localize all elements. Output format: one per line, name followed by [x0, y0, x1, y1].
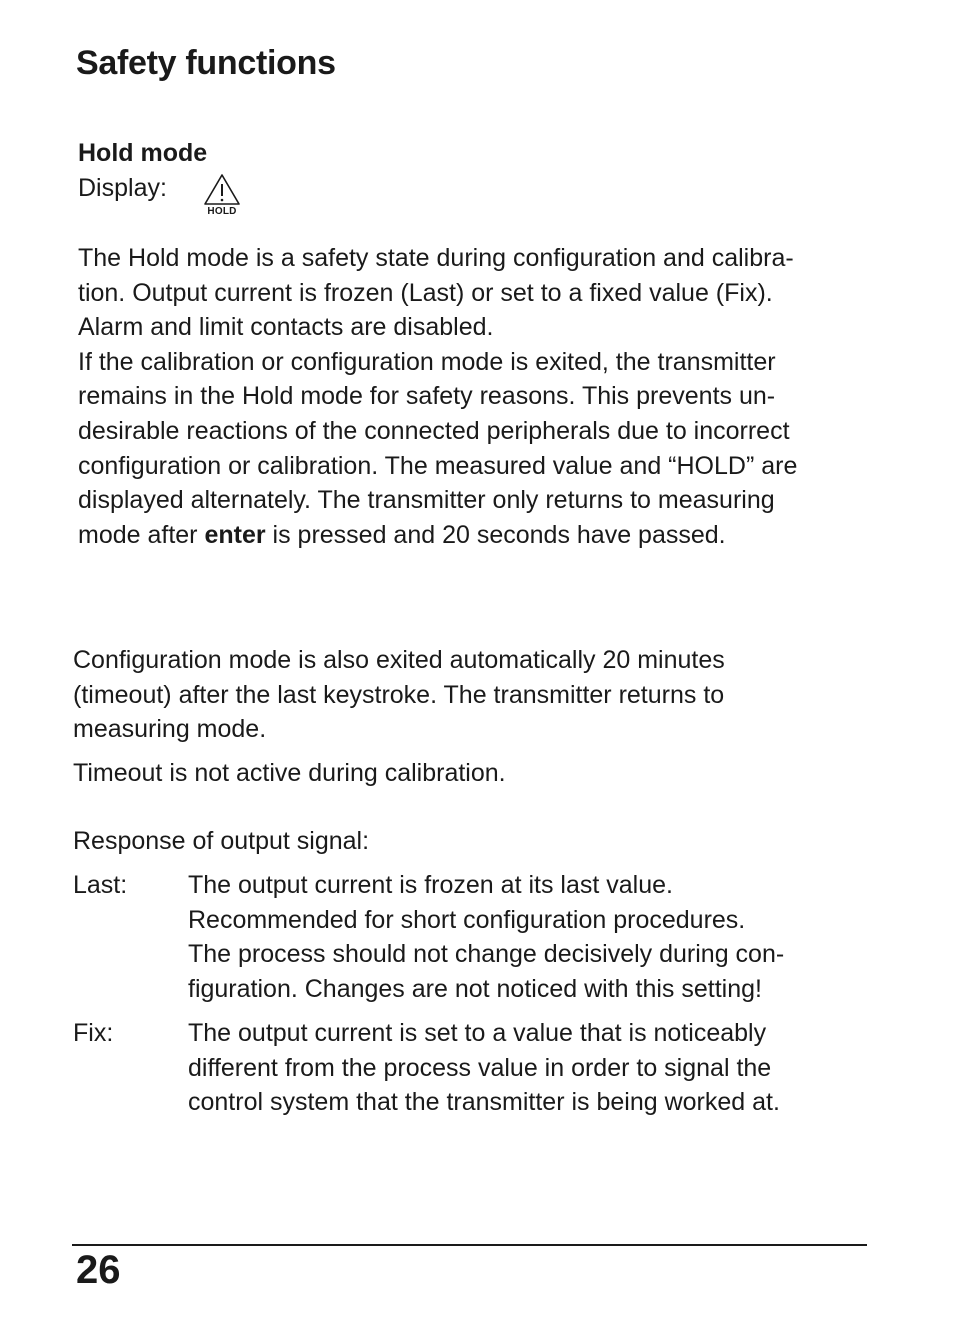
definition-term-last: Last: — [73, 871, 128, 899]
text-line: remains in the Hold mode for safety reasons. This prevents un- — [78, 382, 776, 411]
hold-mode-heading: Hold mode — [78, 139, 208, 167]
text-line: tion. Output current is frozen (Last) or set to a fixed value (Fix). — [78, 278, 773, 307]
hold-warning-icon — [202, 172, 242, 220]
text-line: If the calibration or configuration mode is exited, the transmitter — [78, 347, 776, 376]
hold-mode-description — [78, 241, 797, 552]
text-line: configuration or calibration. The measured value and “HOLD” are — [78, 451, 798, 480]
text-line: displayed alternately. The transmitter only returns to measuring — [78, 486, 775, 515]
definition-desc-last — [188, 868, 784, 1006]
hold-icon-label: HOLD — [207, 206, 237, 217]
footer-divider — [72, 1244, 867, 1246]
text-line: The Hold mode is a safety state during configuration and calibra- — [78, 244, 794, 272]
definition-desc-fix — [188, 1016, 780, 1120]
text-line: different from the process value in order to signal the — [188, 1053, 772, 1082]
warning-triangle-icon — [202, 172, 242, 206]
text-line: figuration. Changes are not noticed with this setting! — [188, 974, 762, 1003]
text-fragment: mode after — [78, 520, 205, 549]
display-label: Display: — [78, 174, 167, 202]
text-line: The output current is frozen at its last value. — [188, 871, 673, 899]
text-line: (timeout) after the last keystroke. The transmitter returns to — [73, 680, 725, 709]
text-line: The output current is set to a value that is noticeably — [188, 1019, 767, 1047]
enter-key-text: enter — [204, 520, 266, 549]
output-signal-intro: Response of output signal: — [73, 827, 370, 855]
page-number: 26 — [76, 1248, 121, 1292]
text-line: Configuration mode is also exited automatically 20 minutes — [73, 646, 725, 674]
definition-term-fix: Fix: — [73, 1019, 114, 1047]
text-line: Alarm and limit contacts are disabled. — [78, 313, 494, 342]
text-line — [78, 518, 797, 553]
timeout-note: Timeout is not active during calibration. — [73, 759, 506, 787]
text-line: The process should not change decisively during con- — [188, 940, 785, 969]
text-line: Recommended for short configuration procedures. — [188, 905, 746, 934]
text-line: control system that the transmitter is being worked at. — [188, 1088, 780, 1117]
text-line: measuring mode. — [73, 715, 267, 744]
page-title: Safety functions — [76, 44, 336, 82]
text-fragment: is pressed and 20 seconds have passed. — [265, 520, 726, 549]
text-line: desirable reactions of the connected peripherals due to incorrect — [78, 416, 790, 445]
config-timeout-paragraph — [73, 643, 725, 747]
